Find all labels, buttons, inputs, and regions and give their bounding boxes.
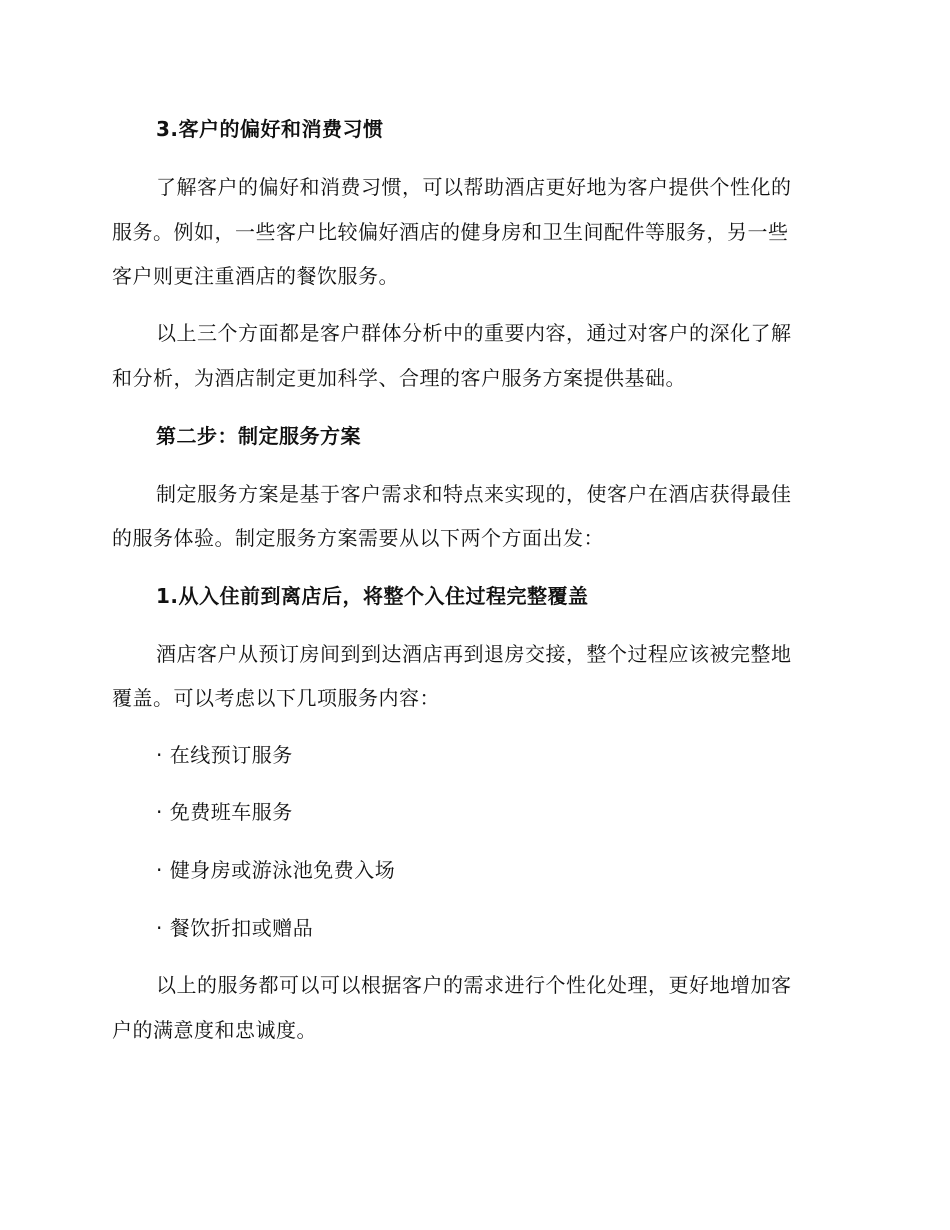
paragraph-line: 户的满意度和忠诚度。 xyxy=(112,1018,317,1042)
paragraph-line: 以上三个方面都是客户群体分析中的重要内容，通过对客户的深化了解 xyxy=(156,321,792,345)
paragraph-line: 了解客户的偏好和消费习惯，可以帮助酒店更好地为客户提供个性化的 xyxy=(156,175,792,199)
subheading: 1.从入住前到离店后，将整个入住过程完整覆盖 xyxy=(156,584,589,608)
bullet-item: · 健身房或游泳池免费入场 xyxy=(156,858,396,882)
paragraph-line: 以上的服务都可以可以根据客户的需求进行个性化处理，更好地增加客 xyxy=(156,973,792,997)
paragraph-line: 的服务体验。制定服务方案需要从以下两个方面出发： xyxy=(112,526,604,550)
paragraph-line: 服务。例如，一些客户比较偏好酒店的健身房和卫生间配件等服务，另一些 xyxy=(112,220,789,244)
paragraph-line: 和分析，为酒店制定更加科学、合理的客户服务方案提供基础。 xyxy=(112,366,686,390)
bullet-item: · 免费班车服务 xyxy=(156,800,293,824)
bullet-item: · 餐饮折扣或赠品 xyxy=(156,916,314,940)
section-heading: 3.客户的偏好和消费习惯 xyxy=(156,117,384,141)
paragraph-line: 覆盖。可以考虑以下几项服务内容： xyxy=(112,686,440,710)
paragraph-line: 酒店客户从预订房间到到达酒店再到退房交接，整个过程应该被完整地 xyxy=(156,642,792,666)
paragraph-line: 制定服务方案是基于客户需求和特点来实现的，使客户在酒店获得最佳 xyxy=(156,482,792,506)
step-heading: 第二步：制定服务方案 xyxy=(156,424,361,448)
paragraph-line: 客户则更注重酒店的餐饮服务。 xyxy=(112,264,399,288)
bullet-item: · 在线预订服务 xyxy=(156,743,293,767)
